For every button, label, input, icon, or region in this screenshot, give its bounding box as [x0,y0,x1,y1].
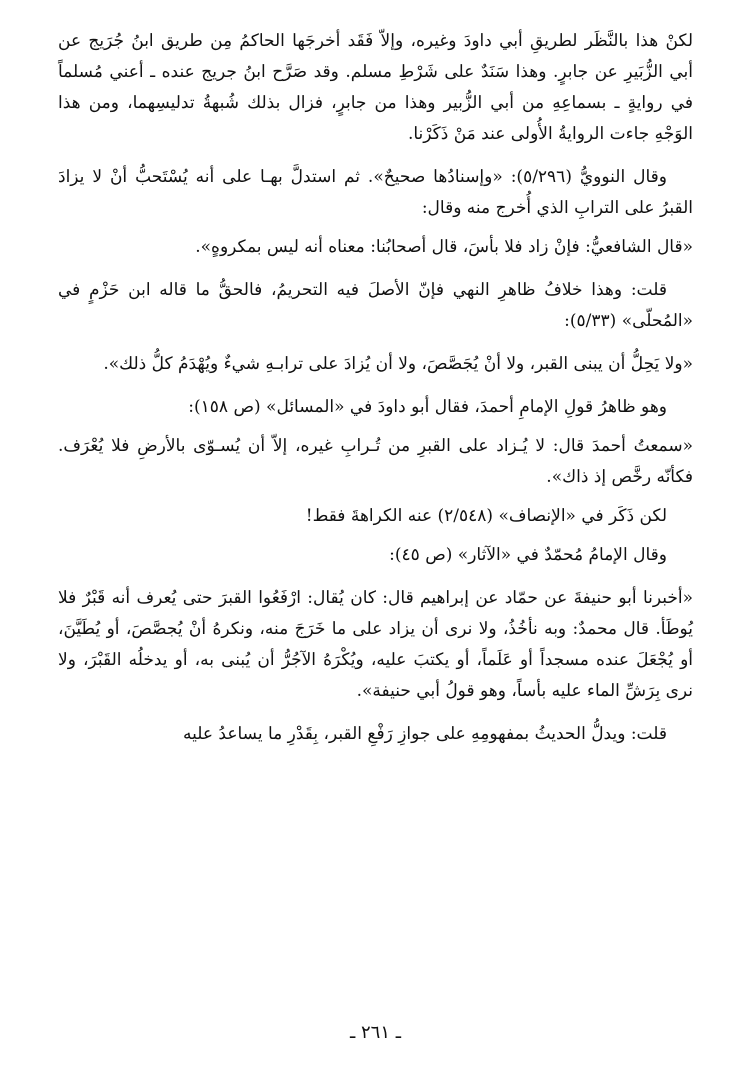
paragraph-3: قلت: وهذا خلافُ ظاهرِ النهي فإنّ الأصلَ فيه التحريمُ، فالحقُّ ما قاله ابن حَزْمٍ في «المُحلّى» (٥/٣٣): [58,280,693,331]
quote-ibn-hazm: «ولا يَحِلُّ أن يبنى القبر، ولا أنْ يُجَصَّصَ، ولا أن يُزادَ على ترابـهِ شيءٌ ويُهْدَمُ كلُّ ذلك». [103,354,693,374]
paragraph-5: لكن ذَكَر في «الإنصاف» (٢/٥٤٨) عنه الكراهةَ فقط! [305,506,667,526]
paragraph-7: قلت: ويدلُّ الحديثُ بمفهومِهِ على جوازِ رَفْعِ القبر، بِقَدْرِ ما يساعدُ عليه [182,724,667,744]
page-number: ـ ٢٦١ ـ [349,1022,401,1043]
quote-ahmad: «سمعتُ أحمدَ قال: لا يُـزاد على القبرِ من تُـرابِ غيره، إلاّ أن يُسـوّى بالأرضِ فلا يُعْرَف. فكأنّه رخَّص إذ ذاك». [58,436,693,487]
paragraph-6: وقال الإمامُ مُحمّدٌ في «الآثار» (ص ٤٥): [389,545,667,565]
paragraph-2: وقال النوويُّ (٥/٢٩٦): «وإسنادُها صحيحٌ». ثم استدلَّ بهـا على أنه يُسْتَحبُّ أنْ لا يزادَ القبرُ على الترابِ الذي أُخرج منه وقال: [58,167,693,218]
quote-shafii: «قال الشافعيُّ: فإنْ زاد فلا بأسَ، قال أصحابُنا: معناه أنه ليس بمكروهٍ». [195,237,693,257]
quote-athar: «أخبرنا أبو حنيفةَ عن حمّاد عن إبراهيم قال: كان يُقال: ارْفَعُوا القبرَ حتى يُعرف أنه قَبْرٌ فلا يُوطَأ. قال محمدٌ: وبه نأخُذُ، ولا نرى أن يزاد على ما خَرَجَ منه، ونكرهُ أنْ يُجصَّصَ، أو يُطَيَّنَ، أو يُجْعَلَ عنده مسجداً أو عَلَماً، أو يكتبَ عليه، ويُكْرَهُ الآجُرُّ أن يُبنى به، أو يدخلُه القَبْرَ، ولا نرى بِرَشِّ الماء عليه بأساً، وهو قولُ أبي حنيفة». [58,588,693,701]
paragraph-4: وهو ظاهرُ قولِ الإمامِ أحمدَ، فقال أبو داودَ في «المسائل» (ص ١٥٨): [188,397,667,417]
paragraph-1: لكنْ هذا بالنَّظَر لطريقِ أبي داودَ وغيره، وإلاّ فَقَد أخرجَها الحاكمُ مِن طريق ابنُ جُرَيج عن أبي الزُّبَيرِ عن جابرٍ. وهذا سَنَدٌ على شَرْطِ مسلم. وقد صَرَّح ابنُ جريج عنده ـ أعني مُسلماً في روايةٍ ـ بسماعِهِ من أبي الزُّبير وهذا من جابرٍ، فزال بذلك شُبهةُ تدليسِهما، ومن هذا الوَجْهِ جاءت الروايةُ الأُولى عند مَنْ ذَكَرْنا. [58,31,693,144]
main-text [58,26,693,750]
